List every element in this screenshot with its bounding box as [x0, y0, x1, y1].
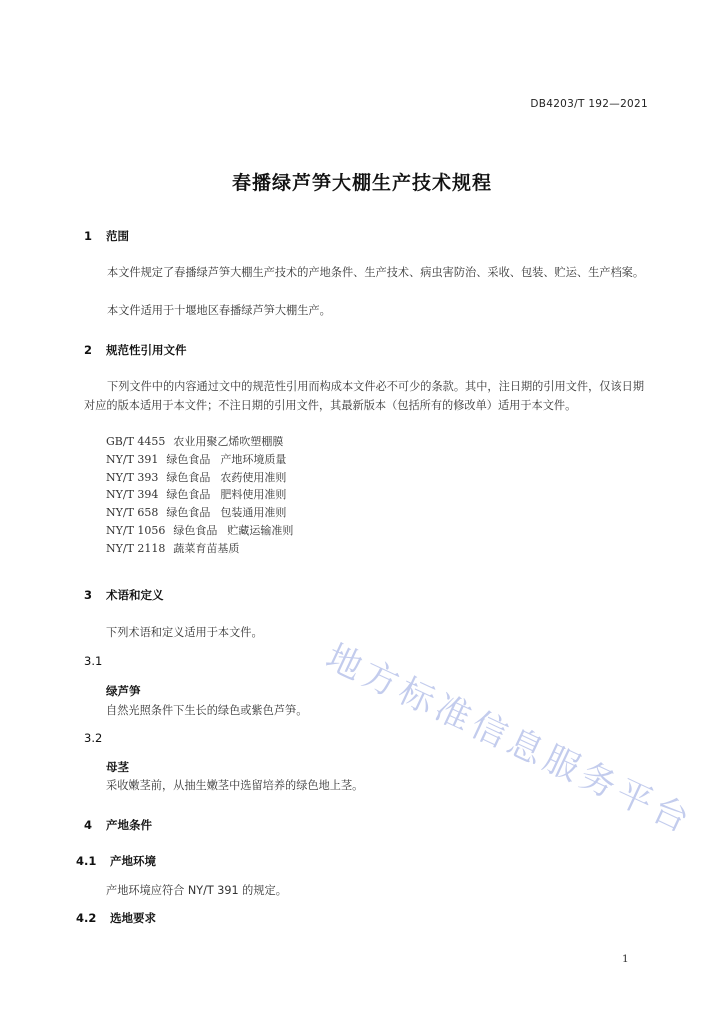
reference-code: NY/T 391 [106, 452, 159, 466]
term-number: 3.2 [84, 731, 103, 745]
section-heading-terms [84, 587, 164, 603]
scope-paragraph-2 [84, 301, 646, 320]
scope-paragraph-1 [84, 263, 646, 282]
reference-item [106, 469, 293, 487]
reference-item [106, 504, 293, 522]
reference-code: NY/T 658 [106, 506, 159, 520]
section-number: 3 [84, 588, 93, 602]
reference-item [106, 522, 293, 540]
reference-item [106, 486, 293, 504]
paragraph-text: 本文件规定了春播绿芦笋大棚生产技术的产地条件、生产技术、病虫害防治、采收、包装、贮运、生产档案。 [107, 266, 645, 279]
reference-category: 绿色食品 [166, 470, 211, 484]
paragraph-text: 下列文件中的内容通过文中的规范性引用而构成本文件必不可少的条款。其中，注日期的引用文件，仅该日期对应的版本适用于本文件；不注日期的引用文件，其最新版本（包括所有的修改单）适用于本文件。 [84, 380, 645, 412]
section-title: 产地条件 [106, 818, 152, 832]
section-number: 2 [84, 343, 93, 357]
reference-title: 农业用聚乙烯吹塑棚膜 [173, 435, 284, 448]
subsection-title: 产地环境 [110, 854, 156, 868]
subsection-number: 4.1 [76, 854, 97, 868]
reference-category: 绿色食品 [173, 523, 218, 537]
subsection-heading-site-selection [76, 910, 156, 926]
reference-code: NY/T 393 [106, 470, 159, 484]
section-number: 1 [84, 229, 93, 243]
paragraph-text: 本文件适用于十堰地区春播绿芦笋大棚生产。 [107, 304, 331, 317]
term-name: 母茎 [106, 760, 129, 774]
reference-code: NY/T 394 [106, 488, 159, 502]
reference-code: GB/T 4455 [106, 435, 166, 448]
reference-item [106, 540, 293, 558]
site-environment-text: 产地环境应符合 NY/T 391 的规定。 [106, 884, 287, 897]
reference-item [106, 451, 293, 469]
term-definition: 自然光照条件下生长的绿色或紫色芦笋。 [106, 704, 308, 717]
subsection-title: 选地要求 [110, 911, 156, 925]
section-number: 4 [84, 818, 93, 832]
reference-item [106, 433, 293, 451]
section-heading-site [84, 817, 152, 833]
reference-category: 绿色食品 [166, 506, 211, 520]
section-heading-normative-refs [84, 342, 187, 358]
reference-title: 蔬菜育苗基质 [173, 541, 240, 555]
reference-title: 贮藏运输准则 [227, 523, 294, 537]
reference-title: 产地环境质量 [220, 452, 287, 466]
standard-code: DB4203/T 192—2021 [530, 98, 648, 110]
term-definition: 采收嫩茎前，从抽生嫩茎中选留培养的绿色地上茎。 [106, 779, 364, 792]
subsection-heading-site-environment [76, 853, 156, 869]
section-title: 规范性引用文件 [106, 343, 187, 357]
terms-intro: 下列术语和定义适用于本文件。 [106, 626, 263, 639]
reference-code: NY/T 2118 [106, 541, 166, 555]
document-title: 春播绿芦笋大棚生产技术规程 [231, 172, 492, 194]
reference-title: 包装通用准则 [220, 506, 287, 520]
reference-category: 绿色食品 [166, 488, 211, 502]
section-heading-scope [84, 228, 129, 244]
watermark: 地方标准信息服务平台 [319, 637, 700, 843]
normative-refs-intro [84, 377, 646, 415]
section-title: 范围 [106, 229, 129, 243]
reference-list [106, 433, 293, 558]
term-name: 绿芦笋 [106, 684, 141, 698]
reference-title: 肥料使用准则 [220, 488, 287, 502]
reference-title: 农药使用准则 [220, 470, 287, 484]
page-number: 1 [622, 953, 629, 965]
reference-code: NY/T 1056 [106, 523, 166, 537]
section-title: 术语和定义 [106, 588, 164, 602]
subsection-number: 4.2 [76, 911, 97, 925]
reference-category: 绿色食品 [166, 452, 211, 466]
term-number: 3.1 [84, 654, 103, 668]
